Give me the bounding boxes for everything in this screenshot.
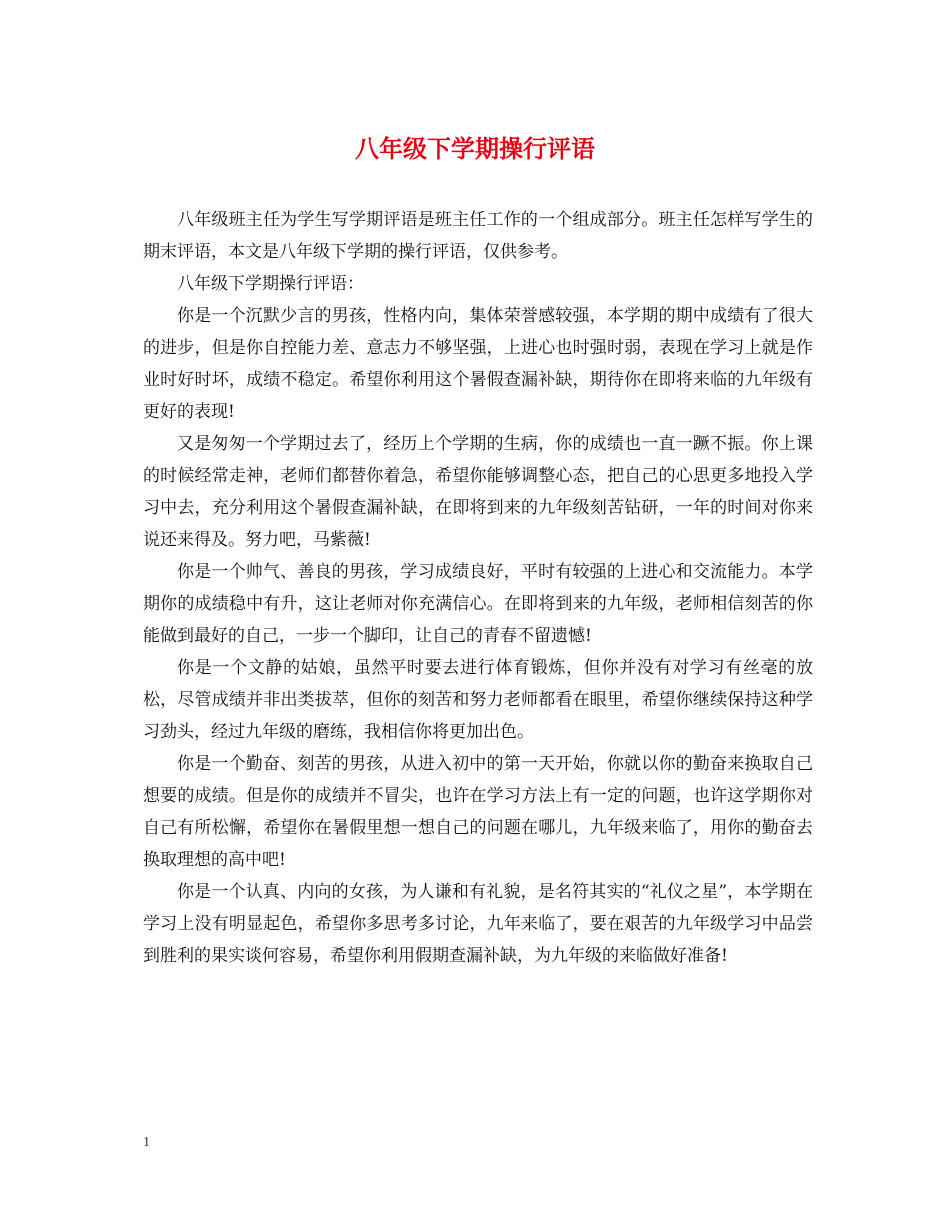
document-body (143, 204, 813, 972)
comment-paragraph: 你是一个帅气、善良的男孩，学习成绩良好，平时有较强的上进心和交流能力。本学期你的成绩稳中有升，这让老师对你充满信心。在即将到来的九年级，老师相信刻苦的你能做到最好的自己，一步一个脚印，让自己的青春不留遗憾! (143, 562, 813, 646)
page-number: 1 (143, 1135, 150, 1150)
comment-paragraph: 你是一个文静的姑娘，虽然平时要去进行体育锻炼，但你并没有对学习有丝毫的放松，尽管成绩并非出类拔萃，但你的刻苦和努力老师都看在眼里，希望你继续保持这种学习劲头，经过九年级的磨练，我相信你将更加出色。 (143, 658, 813, 742)
paragraph-heading: 八年级下学期操行评语： (177, 274, 364, 294)
paragraph-intro: 八年级班主任为学生写学期评语是班主任工作的一个组成部分。班主任怎样写学生的期末评语，本文是八年级下学期的操行评语，仅供参考。 (143, 210, 813, 262)
comment-paragraph: 你是一个沉默少言的男孩，性格内向，集体荣誉感较强，本学期的期中成绩有了很大的进步，但是你自控能力差、意志力不够坚强，上进心也时强时弱，表现在学习上就是作业时好时坏，成绩不稳定。希望你利用这个暑假查漏补缺，期待你在即将来临的九年级有更好的表现! (143, 306, 813, 422)
document-title: 八年级下学期操行评语 (355, 134, 595, 163)
comment-paragraph: 你是一个勤奋、刻苦的男孩，从进入初中的第一天开始，你就以你的勤奋来换取自己想要的成绩。但是你的成绩并不冒尖，也许在学习方法上有一定的问题，也许这学期你对自己有所松懈，希望你在暑假里想一想自己的问题在哪儿，九年级来临了，用你的勤奋去换取理想的高中吧! (143, 754, 813, 870)
comment-paragraph: 又是匆匆一个学期过去了，经历上个学期的生病，你的成绩也一直一蹶不振。你上课的时候经常走神，老师们都替你着急，希望你能够调整心态，把自己的心思更多地投入学习中去，充分利用这个暑假查漏补缺，在即将到来的九年级刻苦钻研，一年的时间对你来说还来得及。努力吧，马紫薇! (143, 434, 813, 550)
comment-paragraph: 你是一个认真、内向的女孩，为人谦和有礼貌，是名符其实的“礼仪之星”，本学期在学习上没有明显起色，希望你多思考多讨论，九年来临了，要在艰苦的九年级学习中品尝到胜利的果实谈何容易，希望你利用假期查漏补缺，为九年级的来临做好准备! (143, 882, 813, 966)
